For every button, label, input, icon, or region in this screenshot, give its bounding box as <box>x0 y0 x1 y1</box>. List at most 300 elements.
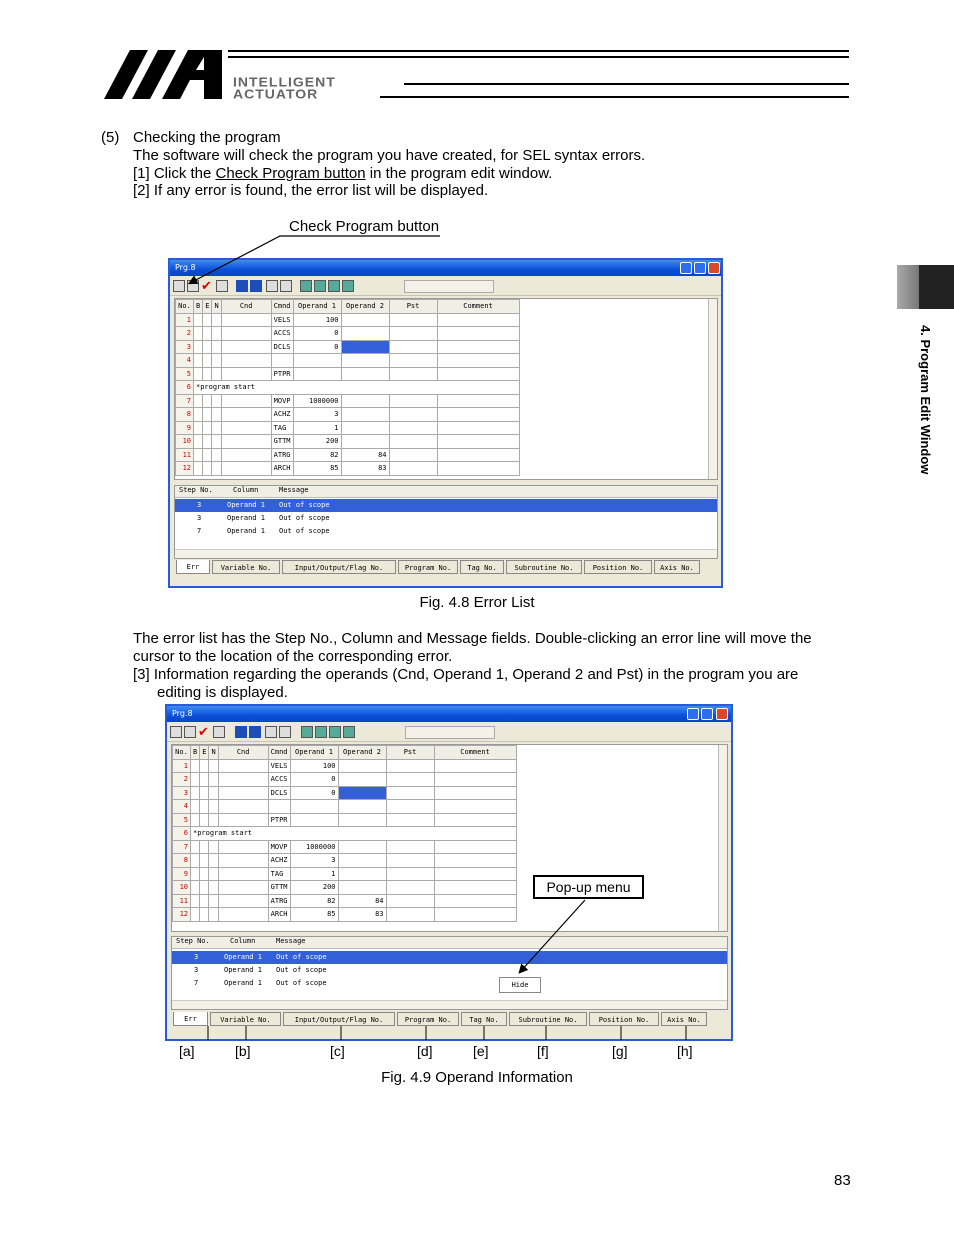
cell-operand-1[interactable] <box>290 813 338 827</box>
table-row[interactable] <box>176 448 520 462</box>
cell-comment[interactable] <box>437 367 519 381</box>
cell-cmnd[interactable]: ATRG <box>271 448 293 462</box>
cell-b[interactable] <box>191 759 200 773</box>
tab-position-no[interactable]: Position No. <box>584 560 652 574</box>
tab-program-no[interactable]: Program No. <box>398 560 458 574</box>
cell-n[interactable] <box>212 394 221 408</box>
table-row[interactable] <box>173 773 517 787</box>
stop-icon[interactable] <box>280 280 292 292</box>
cell-no[interactable]: 12 <box>173 908 191 922</box>
maximize-button[interactable] <box>701 708 713 720</box>
tab-tag-no[interactable]: Tag No. <box>461 1012 507 1026</box>
cell-pst[interactable] <box>386 759 434 773</box>
cell-no[interactable]: 10 <box>176 435 194 449</box>
cell-comment[interactable] <box>437 327 519 341</box>
cell-pst[interactable] <box>386 881 434 895</box>
cell-operand-1[interactable]: 85 <box>293 462 341 476</box>
cell-operand-1[interactable]: 100 <box>290 759 338 773</box>
run-icon[interactable] <box>235 726 247 738</box>
cell-comment-line[interactable]: *program start <box>194 381 520 395</box>
cell-no[interactable]: 8 <box>173 854 191 868</box>
cell-no[interactable]: 3 <box>176 340 194 354</box>
cell-n[interactable] <box>212 435 221 449</box>
table-row[interactable] <box>173 908 517 922</box>
cell-comment[interactable] <box>434 786 516 800</box>
cell-cmnd[interactable]: DCLS <box>268 786 290 800</box>
cell-e[interactable] <box>203 462 212 476</box>
table-row[interactable] <box>173 881 517 895</box>
cell-operand-1[interactable]: 0 <box>290 773 338 787</box>
cell-pst[interactable] <box>389 462 437 476</box>
cell-cmnd[interactable]: TAG <box>271 421 293 435</box>
cell-cnd[interactable] <box>221 354 271 368</box>
error-row[interactable] <box>172 977 727 990</box>
cell-operand-1[interactable]: 85 <box>290 908 338 922</box>
cell-comment[interactable] <box>437 421 519 435</box>
cell-comment[interactable] <box>434 894 516 908</box>
cell-comment[interactable] <box>434 854 516 868</box>
cell-pst[interactable] <box>389 448 437 462</box>
cell-e[interactable] <box>203 327 212 341</box>
cell-comment[interactable] <box>434 800 516 814</box>
display-icon-3[interactable] <box>343 726 355 738</box>
cell-b[interactable] <box>194 367 203 381</box>
cell-e[interactable] <box>200 773 209 787</box>
cell-cmnd[interactable]: TAG <box>268 867 290 881</box>
cell-cmnd[interactable]: MOVP <box>271 394 293 408</box>
table-row[interactable] <box>176 462 520 476</box>
cell-operand-2[interactable] <box>338 773 386 787</box>
cell-operand-2[interactable]: 83 <box>341 462 389 476</box>
cell-e[interactable] <box>200 854 209 868</box>
cell-pst[interactable] <box>386 854 434 868</box>
table-row[interactable] <box>176 327 520 341</box>
cell-operand-2[interactable]: 84 <box>338 894 386 908</box>
step-run-icon[interactable] <box>250 280 262 292</box>
cell-comment[interactable] <box>437 394 519 408</box>
cell-operand-1[interactable]: 82 <box>293 448 341 462</box>
cell-comment[interactable] <box>434 908 516 922</box>
cell-cmnd[interactable]: VELS <box>268 759 290 773</box>
cell-pst[interactable] <box>389 435 437 449</box>
cell-operand-1[interactable]: 3 <box>293 408 341 422</box>
cell-operand-2[interactable]: 84 <box>341 448 389 462</box>
cell-no[interactable]: 2 <box>173 773 191 787</box>
cell-operand-2[interactable]: 83 <box>338 908 386 922</box>
tab-subroutine-no[interactable]: Subroutine No. <box>506 560 582 574</box>
cell-operand-2[interactable] <box>341 340 389 354</box>
cell-b[interactable] <box>194 340 203 354</box>
cell-operand-1[interactable]: 1 <box>293 421 341 435</box>
cell-no[interactable]: 12 <box>176 462 194 476</box>
cell-operand-2[interactable] <box>341 408 389 422</box>
table-row[interactable] <box>176 394 520 408</box>
cell-operand-2[interactable] <box>338 854 386 868</box>
cell-b[interactable] <box>194 313 203 327</box>
cell-operand-1[interactable]: 200 <box>293 435 341 449</box>
cell-n[interactable] <box>212 340 221 354</box>
cell-cnd[interactable] <box>218 773 268 787</box>
cell-no[interactable]: 9 <box>176 421 194 435</box>
cell-b[interactable] <box>194 421 203 435</box>
cell-pst[interactable] <box>389 408 437 422</box>
cell-no[interactable]: 10 <box>173 881 191 895</box>
error-row[interactable] <box>175 499 717 512</box>
cell-cnd[interactable] <box>218 908 268 922</box>
cell-cnd[interactable] <box>218 881 268 895</box>
cell-pst[interactable] <box>386 773 434 787</box>
cell-no[interactable]: 6 <box>173 827 191 841</box>
cell-e[interactable] <box>200 786 209 800</box>
cell-b[interactable] <box>191 773 200 787</box>
cell-cnd[interactable] <box>221 394 271 408</box>
cell-n[interactable] <box>212 448 221 462</box>
cell-pst[interactable] <box>386 894 434 908</box>
error-row[interactable] <box>175 512 717 525</box>
cell-cmnd[interactable] <box>271 354 293 368</box>
display-icon-2[interactable] <box>329 726 341 738</box>
cell-operand-1[interactable]: 100 <box>293 313 341 327</box>
hide-menu-item[interactable]: Hide <box>499 977 541 993</box>
cell-operand-2[interactable] <box>338 759 386 773</box>
cell-operand-2[interactable] <box>341 354 389 368</box>
table-row[interactable] <box>176 421 520 435</box>
cell-n[interactable] <box>212 327 221 341</box>
grid-vertical-scrollbar[interactable] <box>718 745 727 931</box>
tab-err[interactable]: Err <box>173 1012 208 1026</box>
display-icon-3[interactable] <box>342 280 354 292</box>
cell-n[interactable] <box>209 854 218 868</box>
toolbar-input[interactable] <box>405 726 495 739</box>
cell-operand-1[interactable]: 82 <box>290 894 338 908</box>
cell-cnd[interactable] <box>221 327 271 341</box>
cell-cnd[interactable] <box>221 448 271 462</box>
error-list-horizontal-scrollbar[interactable] <box>175 549 717 558</box>
cell-n[interactable] <box>209 759 218 773</box>
cell-e[interactable] <box>200 813 209 827</box>
cell-n[interactable] <box>212 421 221 435</box>
cell-cmnd[interactable]: MOVP <box>268 840 290 854</box>
cell-b[interactable] <box>191 800 200 814</box>
grid-vertical-scrollbar[interactable] <box>708 299 717 479</box>
cell-no[interactable]: 4 <box>173 800 191 814</box>
cell-e[interactable] <box>203 313 212 327</box>
cell-b[interactable] <box>194 408 203 422</box>
cell-no[interactable]: 7 <box>176 394 194 408</box>
table-row[interactable] <box>176 340 520 354</box>
cell-cmnd[interactable]: PTPR <box>271 367 293 381</box>
cell-operand-2[interactable] <box>338 840 386 854</box>
cell-cnd[interactable] <box>218 800 268 814</box>
cell-cnd[interactable] <box>218 786 268 800</box>
tab-variable-no[interactable]: Variable No. <box>210 1012 281 1026</box>
cell-b[interactable] <box>194 394 203 408</box>
stop-icon[interactable] <box>279 726 291 738</box>
tab-variable-no[interactable]: Variable No. <box>212 560 280 574</box>
display-icon-1[interactable] <box>315 726 327 738</box>
cell-e[interactable] <box>200 881 209 895</box>
cell-no[interactable]: 7 <box>173 840 191 854</box>
cell-cmnd[interactable]: VELS <box>271 313 293 327</box>
cell-comment[interactable] <box>434 840 516 854</box>
cell-pst[interactable] <box>386 800 434 814</box>
cell-operand-2[interactable] <box>338 786 386 800</box>
toolbar-input[interactable] <box>404 280 494 293</box>
cell-no[interactable]: 3 <box>173 786 191 800</box>
cell-e[interactable] <box>203 354 212 368</box>
tab-subroutine-no[interactable]: Subroutine No. <box>509 1012 587 1026</box>
cell-comment[interactable] <box>437 313 519 327</box>
cell-b[interactable] <box>194 435 203 449</box>
cell-b[interactable] <box>191 881 200 895</box>
table-row[interactable] <box>176 381 520 395</box>
cell-comment-line[interactable]: *program start <box>191 827 517 841</box>
cell-b[interactable] <box>191 813 200 827</box>
cell-n[interactable] <box>209 867 218 881</box>
close-button[interactable] <box>708 262 720 274</box>
save-icon[interactable] <box>173 280 185 292</box>
cell-no[interactable]: 5 <box>173 813 191 827</box>
cell-comment[interactable] <box>437 448 519 462</box>
table-row[interactable] <box>173 827 517 841</box>
cell-no[interactable]: 6 <box>176 381 194 395</box>
breakpoint-icon[interactable] <box>301 726 313 738</box>
tab-axis-no[interactable]: Axis No. <box>654 560 700 574</box>
cell-pst[interactable] <box>386 813 434 827</box>
cell-pst[interactable] <box>389 394 437 408</box>
tab-position-no[interactable]: Position No. <box>589 1012 659 1026</box>
cell-n[interactable] <box>209 908 218 922</box>
print-icon[interactable] <box>216 280 228 292</box>
cell-pst[interactable] <box>389 340 437 354</box>
cell-cnd[interactable] <box>218 854 268 868</box>
close-button[interactable] <box>716 708 728 720</box>
cell-comment[interactable] <box>437 408 519 422</box>
cell-cnd[interactable] <box>221 421 271 435</box>
cell-pst[interactable] <box>386 908 434 922</box>
cell-cmnd[interactable]: ACCS <box>271 327 293 341</box>
cell-operand-1[interactable]: 0 <box>293 327 341 341</box>
check-program-button[interactable]: ✔ <box>201 278 212 293</box>
cell-cmnd[interactable]: ACCS <box>268 773 290 787</box>
cell-operand-2[interactable] <box>341 367 389 381</box>
table-row[interactable] <box>173 867 517 881</box>
tab-axis-no[interactable]: Axis No. <box>661 1012 707 1026</box>
save-icon[interactable] <box>170 726 182 738</box>
error-list-horizontal-scrollbar[interactable] <box>172 1000 727 1009</box>
cell-cmnd[interactable]: DCLS <box>271 340 293 354</box>
run-icon[interactable] <box>236 280 248 292</box>
cell-e[interactable] <box>203 394 212 408</box>
cell-cnd[interactable] <box>221 313 271 327</box>
cell-cmnd[interactable] <box>268 800 290 814</box>
cell-operand-2[interactable] <box>338 800 386 814</box>
cell-no[interactable]: 11 <box>173 894 191 908</box>
cell-b[interactable] <box>194 448 203 462</box>
breakpoint-icon[interactable] <box>300 280 312 292</box>
cell-comment[interactable] <box>434 867 516 881</box>
cell-no[interactable]: 1 <box>176 313 194 327</box>
cell-n[interactable] <box>212 313 221 327</box>
cell-operand-1[interactable]: 0 <box>293 340 341 354</box>
display-icon-2[interactable] <box>328 280 340 292</box>
cell-b[interactable] <box>191 867 200 881</box>
table-row[interactable] <box>176 354 520 368</box>
cell-operand-2[interactable] <box>338 813 386 827</box>
cell-no[interactable]: 4 <box>176 354 194 368</box>
cell-operand-2[interactable] <box>341 394 389 408</box>
cell-comment[interactable] <box>437 340 519 354</box>
cell-comment[interactable] <box>434 813 516 827</box>
cell-operand-2[interactable] <box>338 867 386 881</box>
cell-b[interactable] <box>191 854 200 868</box>
cell-comment[interactable] <box>434 759 516 773</box>
table-row[interactable] <box>176 367 520 381</box>
pause-icon[interactable] <box>266 280 278 292</box>
cell-pst[interactable] <box>386 786 434 800</box>
cell-cnd[interactable] <box>221 435 271 449</box>
table-row[interactable] <box>176 408 520 422</box>
cell-cnd[interactable] <box>218 840 268 854</box>
cell-n[interactable] <box>212 354 221 368</box>
cell-e[interactable] <box>203 408 212 422</box>
cell-pst[interactable] <box>389 354 437 368</box>
cell-b[interactable] <box>191 908 200 922</box>
cell-cnd[interactable] <box>218 813 268 827</box>
cell-n[interactable] <box>209 786 218 800</box>
cell-comment[interactable] <box>437 354 519 368</box>
cell-e[interactable] <box>203 435 212 449</box>
cell-cnd[interactable] <box>221 462 271 476</box>
cell-comment[interactable] <box>437 462 519 476</box>
table-row[interactable] <box>173 800 517 814</box>
convert-icon[interactable] <box>184 726 196 738</box>
step-run-icon[interactable] <box>249 726 261 738</box>
cell-b[interactable] <box>194 327 203 341</box>
cell-b[interactable] <box>194 462 203 476</box>
maximize-button[interactable] <box>694 262 706 274</box>
display-icon-1[interactable] <box>314 280 326 292</box>
table-row[interactable] <box>176 435 520 449</box>
cell-cnd[interactable] <box>221 340 271 354</box>
cell-cmnd[interactable]: ATRG <box>268 894 290 908</box>
cell-e[interactable] <box>200 894 209 908</box>
cell-pst[interactable] <box>389 367 437 381</box>
cell-operand-1[interactable] <box>293 367 341 381</box>
cell-n[interactable] <box>209 840 218 854</box>
cell-pst[interactable] <box>389 313 437 327</box>
cell-n[interactable] <box>209 894 218 908</box>
cell-n[interactable] <box>212 367 221 381</box>
cell-n[interactable] <box>209 773 218 787</box>
cell-no[interactable]: 8 <box>176 408 194 422</box>
cell-e[interactable] <box>203 421 212 435</box>
cell-cmnd[interactable]: ACHZ <box>268 854 290 868</box>
cell-operand-1[interactable]: 200 <box>290 881 338 895</box>
cell-operand-1[interactable]: 1000000 <box>290 840 338 854</box>
cell-e[interactable] <box>203 448 212 462</box>
cell-n[interactable] <box>209 800 218 814</box>
minimize-button[interactable] <box>687 708 699 720</box>
tab-tag-no[interactable]: Tag No. <box>460 560 504 574</box>
check-program-button[interactable]: ✔ <box>198 724 209 739</box>
cell-b[interactable] <box>191 840 200 854</box>
cell-e[interactable] <box>200 840 209 854</box>
cell-cnd[interactable] <box>221 408 271 422</box>
cell-e[interactable] <box>200 800 209 814</box>
table-row[interactable] <box>176 313 520 327</box>
cell-comment[interactable] <box>437 435 519 449</box>
table-row[interactable] <box>173 813 517 827</box>
print-icon[interactable] <box>213 726 225 738</box>
cell-b[interactable] <box>191 786 200 800</box>
cell-e[interactable] <box>203 367 212 381</box>
table-row[interactable] <box>173 894 517 908</box>
cell-operand-2[interactable] <box>341 313 389 327</box>
cell-pst[interactable] <box>389 327 437 341</box>
error-row[interactable] <box>175 525 717 538</box>
cell-n[interactable] <box>212 462 221 476</box>
tab-err[interactable]: Err <box>176 560 210 574</box>
cell-e[interactable] <box>200 759 209 773</box>
cell-operand-1[interactable]: 0 <box>290 786 338 800</box>
cell-operand-1[interactable] <box>293 354 341 368</box>
cell-cnd[interactable] <box>218 894 268 908</box>
cell-operand-1[interactable]: 3 <box>290 854 338 868</box>
cell-no[interactable]: 1 <box>173 759 191 773</box>
table-row[interactable] <box>173 786 517 800</box>
cell-operand-2[interactable] <box>341 327 389 341</box>
cell-pst[interactable] <box>389 421 437 435</box>
cell-no[interactable]: 2 <box>176 327 194 341</box>
cell-operand-1[interactable]: 1000000 <box>293 394 341 408</box>
cell-no[interactable]: 5 <box>176 367 194 381</box>
table-row[interactable] <box>173 840 517 854</box>
tab-input-output-flag-no[interactable]: Input/Output/Flag No. <box>283 1012 395 1026</box>
cell-no[interactable]: 9 <box>173 867 191 881</box>
convert-icon[interactable] <box>187 280 199 292</box>
cell-b[interactable] <box>191 894 200 908</box>
tab-program-no[interactable]: Program No. <box>397 1012 459 1026</box>
cell-cmnd[interactable]: ACHZ <box>271 408 293 422</box>
tab-input-output-flag-no[interactable]: Input/Output/Flag No. <box>282 560 396 574</box>
cell-e[interactable] <box>200 908 209 922</box>
check-program-link[interactable]: Check Program button <box>215 165 366 182</box>
table-row[interactable] <box>173 759 517 773</box>
cell-e[interactable] <box>200 867 209 881</box>
cell-comment[interactable] <box>434 773 516 787</box>
minimize-button[interactable] <box>680 262 692 274</box>
cell-cnd[interactable] <box>218 759 268 773</box>
cell-operand-2[interactable] <box>338 881 386 895</box>
cell-b[interactable] <box>194 354 203 368</box>
cell-n[interactable] <box>212 408 221 422</box>
table-row[interactable] <box>173 854 517 868</box>
cell-cmnd[interactable]: ARCH <box>268 908 290 922</box>
cell-pst[interactable] <box>386 840 434 854</box>
cell-operand-2[interactable] <box>341 435 389 449</box>
cell-n[interactable] <box>209 881 218 895</box>
cell-comment[interactable] <box>434 881 516 895</box>
pause-icon[interactable] <box>265 726 277 738</box>
cell-n[interactable] <box>209 813 218 827</box>
cell-operand-2[interactable] <box>341 421 389 435</box>
cell-cnd[interactable] <box>221 367 271 381</box>
cell-cnd[interactable] <box>218 867 268 881</box>
cell-operand-1[interactable]: 1 <box>290 867 338 881</box>
cell-no[interactable]: 11 <box>176 448 194 462</box>
cell-pst[interactable] <box>386 867 434 881</box>
